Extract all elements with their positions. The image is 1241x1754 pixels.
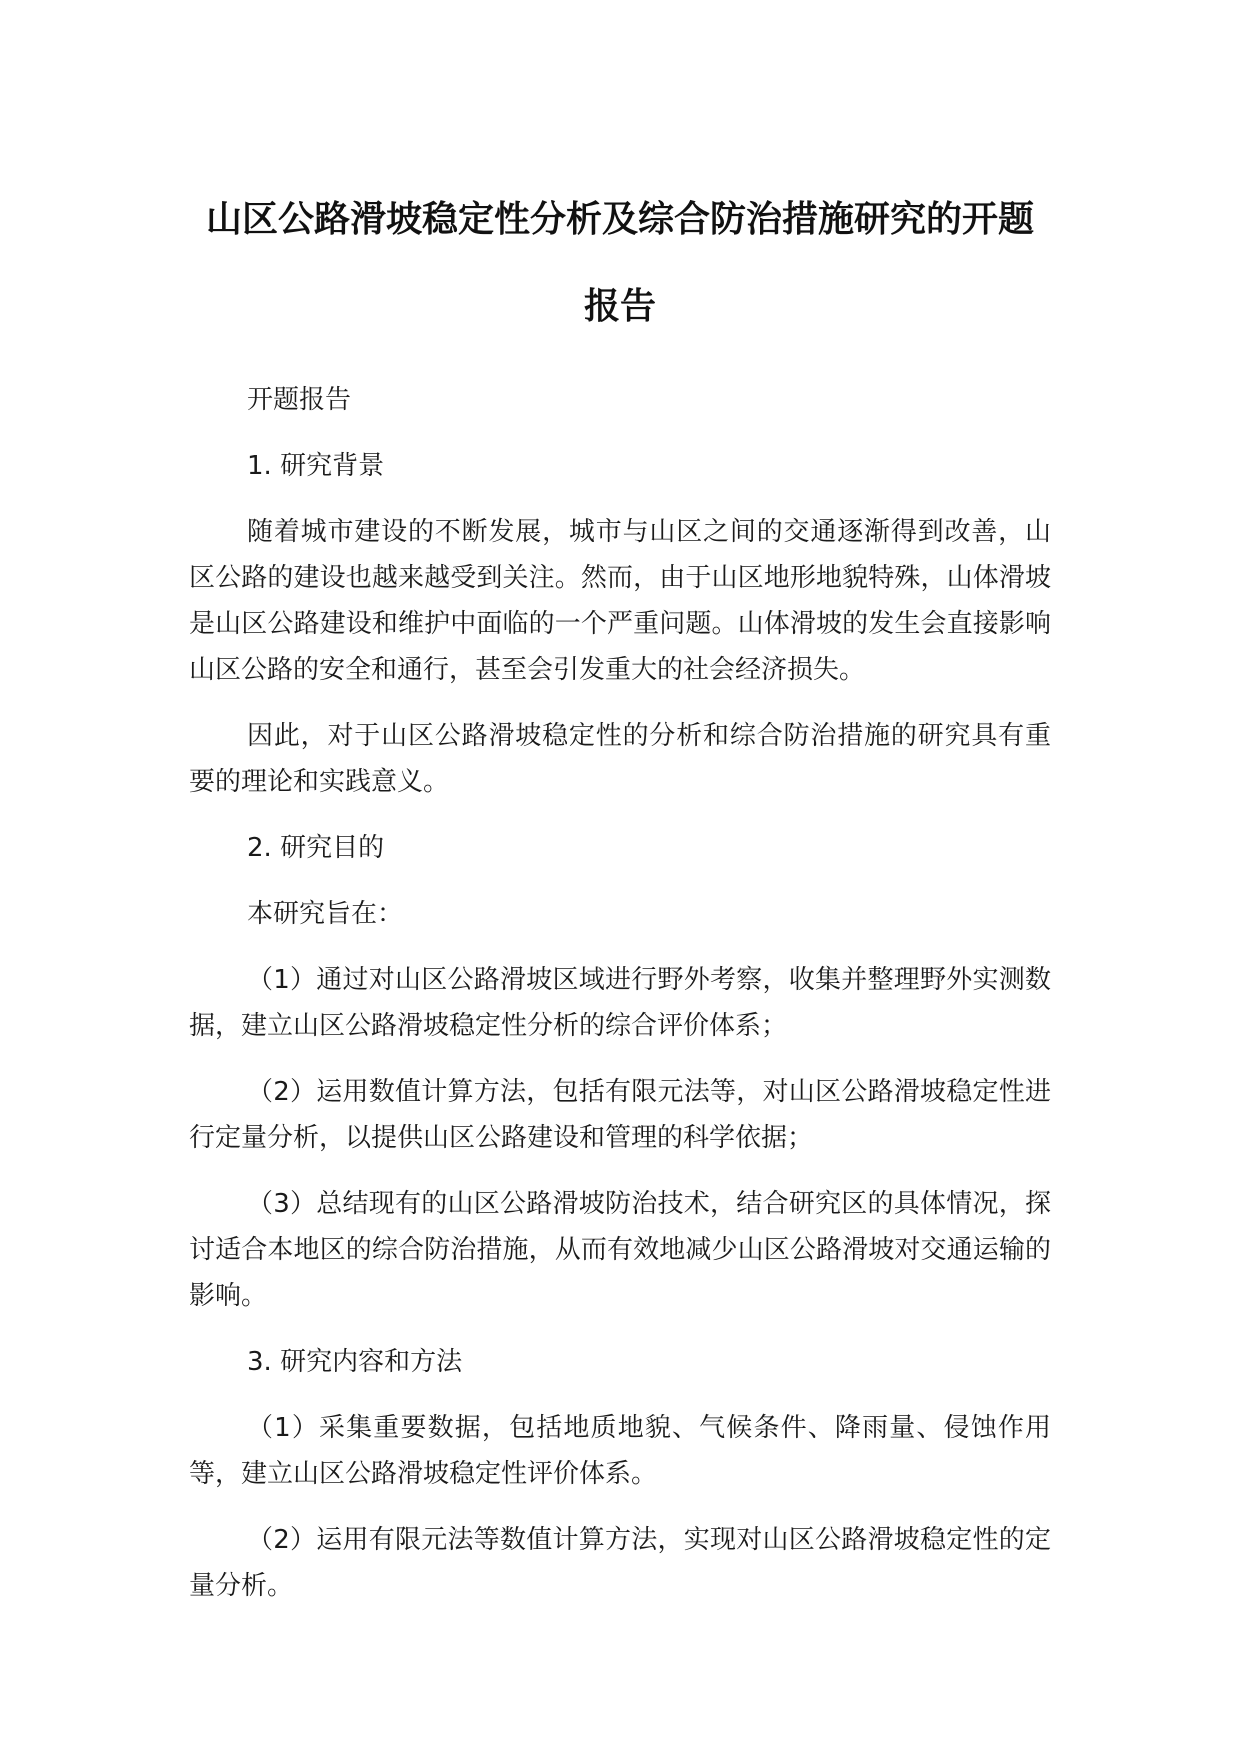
document-body bbox=[189, 377, 1051, 1629]
section-heading-background: 1. 研究背景 bbox=[247, 451, 385, 481]
paragraph-purpose-intro: 本研究旨在： bbox=[247, 899, 404, 929]
list-item-purpose-3: （3）总结现有的山区公路滑坡防治技术，结合研究区的具体情况，探讨适合本地区的综合防治措施，从而有效地减少山区公路滑坡对交通运输的影响。 bbox=[189, 1189, 1051, 1311]
list-item-method-1: （1）采集重要数据，包括地质地貌、气候条件、降雨量、侵蚀作用等，建立山区公路滑坡稳定性评价体系。 bbox=[189, 1413, 1051, 1489]
section-heading-content-methods: 3. 研究内容和方法 bbox=[247, 1347, 463, 1377]
paragraph-significance: 因此，对于山区公路滑坡稳定性的分析和综合防治措施的研究具有重要的理论和实践意义。 bbox=[189, 721, 1051, 797]
document-title: 山区公路滑坡稳定性分析及综合防治措施研究的开题报告 bbox=[205, 199, 1034, 327]
list-item-purpose-1: （1）通过对山区公路滑坡区域进行野外考察，收集并整理野外实测数据，建立山区公路滑坡稳定性分析的综合评价体系； bbox=[189, 965, 1051, 1041]
list-item-purpose-2: （2）运用数值计算方法，包括有限元法等，对山区公路滑坡稳定性进行定量分析，以提供山区公路建设和管理的科学依据； bbox=[189, 1077, 1051, 1153]
list-item-method-2: （2）运用有限元法等数值计算方法，实现对山区公路滑坡稳定性的定量分析。 bbox=[189, 1525, 1051, 1601]
section-heading-report: 开题报告 bbox=[247, 385, 352, 415]
paragraph-background: 随着城市建设的不断发展，城市与山区之间的交通逐渐得到改善，山区公路的建设也越来越受到关注。然而，由于山区地形地貌特殊，山体滑坡是山区公路建设和维护中面临的一个严重问题。山体滑坡的发生会直接影响山区公路的安全和通行，甚至会引发重大的社会经济损失。 bbox=[189, 517, 1051, 685]
section-heading-purpose: 2. 研究目的 bbox=[247, 833, 385, 863]
